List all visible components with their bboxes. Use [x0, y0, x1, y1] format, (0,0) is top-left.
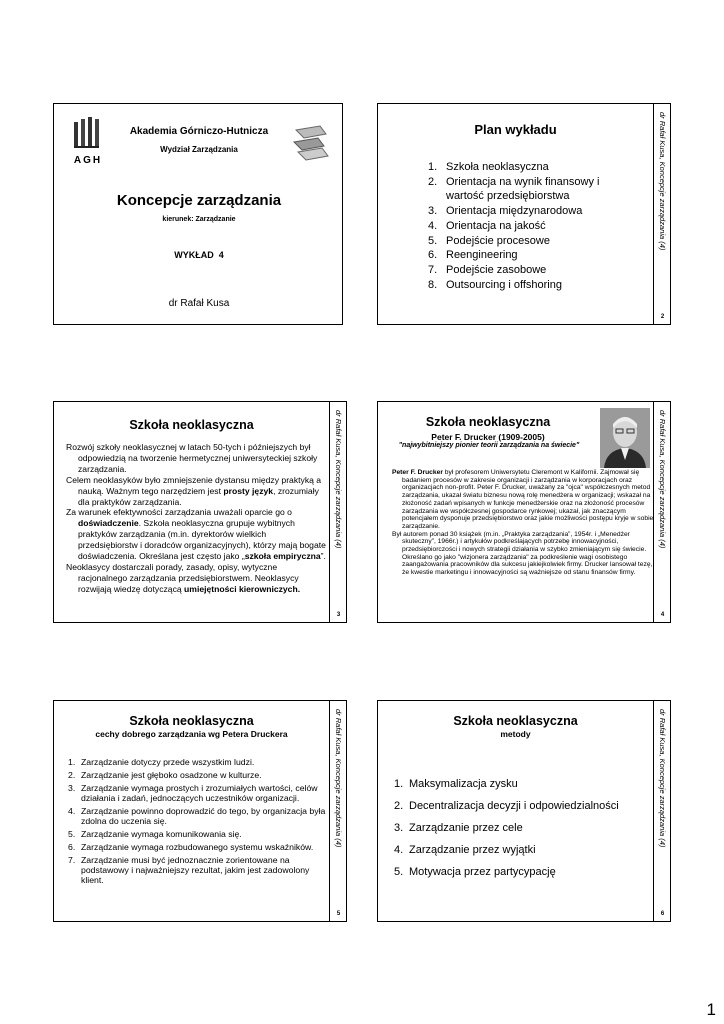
side-band	[653, 104, 670, 324]
list-item: 5. Zarządzanie wymaga komunikowania się.	[68, 829, 242, 839]
paragraph: Celem neoklasyków było zmniejszenie dystansu między praktyką a nauką. Ważnym tego narzędziem jest prosty język, zrozumiały dla praktyków zarządzania.	[66, 474, 322, 507]
paragraph: Rozwój szkoły neoklasycznej w latach 50-tych i późniejszych był odpowiedzią na tworzenie hermetycznej uniwersyteckiej szkoły zarządzania.	[66, 442, 318, 474]
paragraph: Za warunek efektywności zarządzania uważali oparcie go o doświadczenie. Szkoła neoklasyczna grupuje wybitnych praktyków zarządzania (m.in. dyrektorów wielkich przedsiębiorstw i doradców organizacyjnych), którzy mają bogate doświadczenia. Określana jest często jako „szkoła empiryczna”.	[66, 507, 326, 562]
list-item: 7. Podejście zasobowe	[428, 263, 547, 276]
slide-4	[377, 401, 671, 623]
slide-subtitle: cechy dobrego zarządzania wg Petera Druckera	[95, 729, 288, 739]
band-label: dr Rafał Kusa, Koncepcje zarządzania (4)	[658, 410, 667, 549]
list-item: 1. Zarządzanie dotyczy przede wszystkim ludzi.	[68, 757, 255, 767]
quote: "najwybitniejszy pionier teorii zarządzania na świecie"	[398, 442, 580, 449]
side-band	[329, 701, 346, 921]
slide-body	[392, 469, 654, 577]
paragraph: Był autorem ponad 30 książek (m.in. „Praktyka zarządzania”, 1954r. i „Menedżer skuteczny”, 1966r.) i artykułów podkreślających potrzebę innowacyjności, przedsiębiorczości i nowych strategii działania w szybko zmieniającym się świecie. Określano go jako "wizjonera zarządzania" za podkreślenie wagi osobistego zaangażowania pracowników dla sukcesu jakiejkolwiek firmy. Drucker lansował tezę, że kwestie marketingu i innowacyjności są ważniejsze od stanu finansów firmy.	[392, 530, 653, 577]
slide-title: Plan wykładu	[474, 122, 557, 137]
methods-list	[394, 778, 654, 888]
list-item: 7. Zarządzanie musi być jednoznacznie zorientowane na podstawowy i najważniejszy rezultat, jakim jest zadowolony klient.	[68, 855, 310, 885]
band-label: dr Rafał Kusa, Koncepcje zarządzania (4)	[334, 709, 343, 848]
slide-number: 4	[660, 612, 665, 618]
list-item: 1. Szkoła neoklasyczna	[428, 161, 549, 173]
slide-number: 2	[660, 314, 665, 320]
kierunek: kierunek: Zarządzanie	[162, 216, 236, 223]
list-item: 1. Maksymalizacja zysku	[394, 778, 518, 790]
band-label: dr Rafał Kusa, Koncepcje zarządzania (4)	[658, 112, 667, 251]
list-item: 3. Orientacja międzynarodowa	[428, 205, 583, 218]
slide-number: 6	[660, 911, 665, 917]
list-item: 4. Zarządzanie powinno doprowadzić do tego, by organizacja była zdolna do uczenia się.	[68, 806, 326, 826]
side-band	[653, 701, 670, 921]
list-item: 5. Podejście procesowe	[428, 234, 550, 247]
presentation-title: Koncepcje zarządzania	[116, 192, 282, 209]
agh-logo	[71, 116, 105, 168]
list-item: 3. Zarządzanie przez cele	[394, 822, 523, 834]
slide-6	[377, 700, 671, 922]
drucker-photo	[600, 408, 650, 468]
slide-number: 5	[336, 911, 341, 917]
faculty-name: Wydział Zarządzania	[160, 145, 238, 154]
slide-3	[53, 401, 347, 623]
list-item: 4. Zarządzanie przez wyjątki	[394, 844, 536, 856]
slide-5	[53, 700, 347, 922]
list-item: 2. Orientacja na wynik finansowy i wartość przedsiębiorstwa	[428, 175, 600, 203]
features-list	[68, 757, 330, 888]
person-icon	[600, 408, 650, 468]
paragraph: Neoklasycy dostarczali porady, zasady, opisy, wytyczne racjonalnego zarządzania przedsiębiorstwem. Neoklasycy rozwijają wiedzę dotyczącą umiejętności kierowniczych.	[66, 561, 301, 594]
list-item: 5. Motywacja przez partycypację	[394, 866, 556, 878]
band-label: dr Rafał Kusa, Koncepcje zarządzania (4)	[658, 709, 667, 848]
list-item: 4. Orientacja na jakość	[428, 219, 546, 232]
list-item: 6. Reengineering	[428, 249, 518, 262]
plan-list	[428, 160, 638, 292]
side-band	[653, 402, 670, 622]
slide-title: Szkoła neoklasyczna	[129, 418, 254, 432]
list-item: 6. Zarządzanie wymaga rozbudowanego systemu wskaźników.	[68, 842, 314, 852]
faculty-logo-icon	[290, 122, 332, 162]
slide-title: Szkoła neoklasyczna	[129, 714, 254, 728]
author: dr Rafał Kusa	[168, 298, 230, 309]
slide-1	[53, 103, 343, 325]
band-label: dr Rafał Kusa, Koncepcje zarządzania (4)	[334, 410, 343, 549]
faculty-logo	[290, 122, 332, 162]
slide-title: Szkoła neoklasyczna	[425, 415, 551, 429]
slide-number: 3	[336, 612, 341, 618]
list-item: 8. Outsourcing i offshoring	[428, 278, 562, 291]
slide-title: Szkoła neoklasyczna	[453, 714, 578, 728]
agh-logo-text: AGH	[73, 155, 103, 166]
list-item: 2. Zarządzanie jest głęboko osadzone w kulturze.	[68, 770, 262, 780]
paragraph: Peter F. Drucker był profesorem Uniwersytetu Cleremont w Kalifornii. Zajmował się badaniem procesów w zakresie organizacji i zarządzania w korporacjach oraz organizacjach non-profit. Peter F. Drucker, uważany za "ojca" współczesnych metod zarządzania, ukazał światu biznesu nową rolę menedżera w organizacji; wskazał na złożoność zadań wpisanych w funkcje menedżerskie oraz na złożoność procesów zarządzania we współczesnej gospodarce rynkowej; ukazał, jak znaczącym potencjałem dysponuje przedsiębiorstwo oraz jakie możliwości postępu kryje w sobie zarządzanie.	[392, 469, 654, 530]
university-name: Akademia Górniczo-Hutnicza	[129, 126, 269, 137]
side-band	[329, 402, 346, 622]
slide-subtitle: Peter F. Drucker (1909-2005)	[431, 432, 545, 442]
agh-logo-icon	[71, 116, 105, 150]
page-number: 1	[706, 1000, 716, 1019]
slide-2	[377, 103, 671, 325]
list-item: 2. Decentralizacja decyzji i odpowiedzialności	[394, 800, 619, 812]
slide-subtitle: metody	[500, 729, 531, 739]
slide-body	[66, 442, 328, 595]
lecture-number: WYKŁAD 4	[174, 250, 224, 260]
list-item: 3. Zarządzanie wymaga prostych i zrozumiałych wartości, celów działania i zadań, jednoczących uczestników organizacji.	[68, 783, 318, 803]
